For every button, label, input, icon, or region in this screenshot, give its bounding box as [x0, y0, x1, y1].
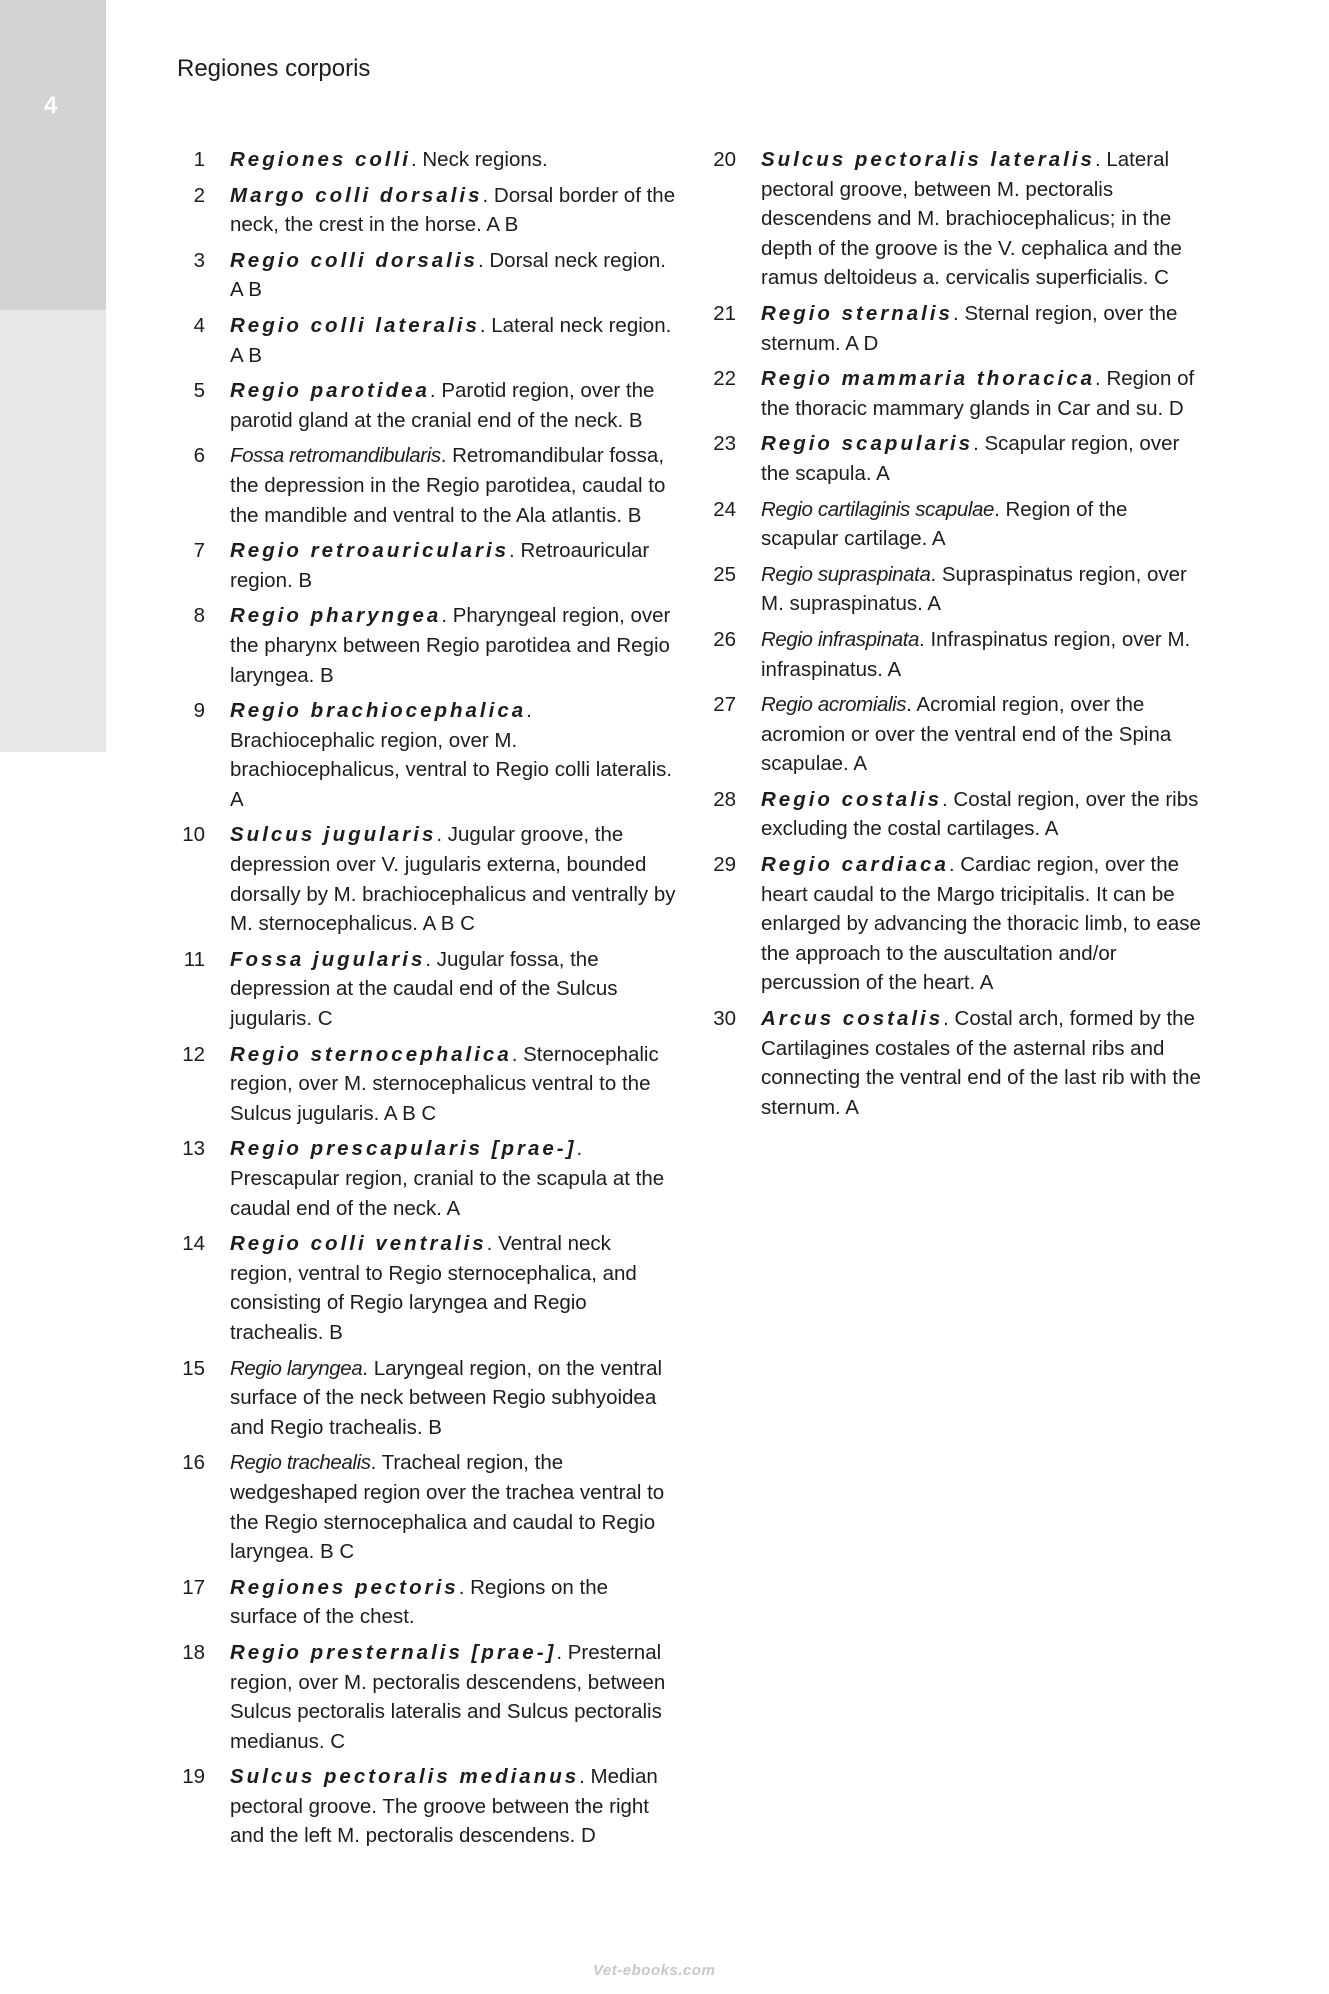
entry-number: 2	[193, 183, 205, 207]
entry-description: . Retromandibular fossa, the depression in the Regio parotidea, caudal to the mandible and ventral to the Ala atlantis. B	[230, 444, 666, 527]
glossary-entry	[177, 1638, 677, 1756]
entry-term: Regio scapularis	[761, 432, 974, 456]
entry-description: . Ventral neck region, ventral to Regio sternocephalica, and consisting of Regio laryngea and Regio trachealis. B	[230, 1232, 637, 1344]
entry-term: Regio parotidea	[230, 379, 430, 403]
glossary-entry	[177, 376, 677, 435]
entry-term: Regiones pectoris	[230, 1575, 459, 1599]
entry-description: . Region of the scapular cartilage. A	[761, 497, 1128, 551]
entry-term: Regio colli dorsalis	[230, 248, 478, 272]
entry-description: . Sternal region, over the sternum. A D	[761, 301, 1178, 355]
entry-description: . Retroauricular region. B	[230, 539, 650, 592]
entry-term: Regio cartilaginis scapulae	[761, 497, 995, 521]
entry-description: . Supraspinatus region, over M. supraspinatus. A	[761, 562, 1187, 616]
entry-term: Regio supraspinata	[761, 562, 931, 586]
glossary-entry	[177, 181, 677, 240]
entry-description: . Prescapular region, cranial to the scapula at the caudal end of the neck. A	[230, 1137, 665, 1220]
glossary-entry	[708, 429, 1208, 488]
entry-description: . Jugular groove, the depression over V. jugularis externa, bounded dorsally by M. brachiocephalicus and ventrally by M. sternocephalicus. A B C	[230, 823, 676, 936]
glossary-entry	[177, 1448, 677, 1566]
entry-number: 17	[182, 1575, 205, 1599]
entry-description: . Sternocephalic region, over M. sternocephalicus ventral to the Sulcus jugularis. A B C	[230, 1042, 659, 1125]
entry-description: . Costal region, over the ribs excluding the costal cartilages. A	[761, 787, 1199, 841]
entry-term: Regio sternocephalica	[230, 1042, 512, 1066]
glossary-entry	[177, 311, 677, 370]
entry-term: Regio trachealis	[230, 1451, 371, 1475]
entry-term: Regio colli lateralis	[230, 313, 480, 337]
entry-term: Fossa jugularis	[230, 947, 426, 971]
entry-description: . Lateral pectoral groove, between M. pectoralis descendens and M. brachiocephalicus; in the depth of the groove is the V. cephalica and the ramus deltoideus a. cervicalis superficialis. C	[761, 148, 1182, 290]
entry-number: 10	[182, 823, 205, 847]
entry-term: Regio infraspinata	[761, 627, 920, 651]
right-column	[708, 145, 1208, 1128]
glossary-entry	[708, 1004, 1208, 1122]
entry-number: 3	[193, 248, 205, 272]
entry-term: Regio presternalis [prae-]	[230, 1640, 557, 1664]
entry-number: 22	[713, 367, 736, 391]
entry-number: 30	[713, 1007, 736, 1031]
running-head: Regiones corporis	[177, 55, 371, 82]
entry-description: . Costal arch, formed by the Cartilagines costales of the asternal ribs and connecting the ventral end of the last rib with the sternum. A	[761, 1007, 1201, 1119]
entry-number: 5	[193, 379, 205, 403]
glossary-entry	[177, 1040, 677, 1129]
entry-description: . Region of the thoracic mammary glands in Car and su. D	[761, 367, 1195, 420]
entry-term: Regiones colli	[230, 148, 411, 171]
entry-term: Regio prescapularis [prae-]	[230, 1137, 577, 1161]
entry-number: 4	[193, 313, 205, 337]
glossary-entry	[177, 696, 677, 814]
entry-number: 23	[713, 432, 736, 456]
glossary-entry	[177, 820, 677, 938]
entry-number: 14	[182, 1232, 205, 1256]
glossary-entry	[708, 145, 1208, 293]
entry-description: . Parotid region, over the parotid gland at the cranial end of the neck. B	[230, 379, 655, 432]
glossary-entry	[177, 246, 677, 305]
entry-description: . Pharyngeal region, over the pharynx between Regio parotidea and Regio laryngea. B	[230, 604, 671, 687]
entry-term: Regio brachiocephalica	[230, 699, 527, 723]
entry-number: 13	[182, 1137, 205, 1161]
entry-term: Sulcus pectoralis medianus	[230, 1765, 580, 1789]
entry-description: . Dorsal border of the neck, the crest in the horse. A B	[230, 183, 676, 237]
entry-number: 20	[713, 148, 736, 171]
entry-term: Regio pharyngea	[230, 604, 442, 628]
entry-number: 21	[713, 301, 736, 325]
entry-number: 24	[713, 497, 736, 521]
entry-number: 12	[182, 1042, 205, 1066]
glossary-entry	[177, 945, 677, 1034]
glossary-entry	[708, 785, 1208, 844]
entry-number: 15	[182, 1356, 205, 1380]
entry-term: Fossa retromandibularis	[230, 444, 441, 468]
entry-term: Regio sternalis	[761, 301, 953, 325]
entry-term: Regio costalis	[761, 787, 942, 811]
entry-term: Regio colli ventralis	[230, 1232, 487, 1256]
entry-term: Margo colli dorsalis	[230, 183, 483, 207]
entry-description: . Lateral neck region. A B	[230, 313, 672, 367]
left-column	[177, 145, 677, 1857]
entry-description: . Tracheal region, the wedgeshaped region over the trachea ventral to the Regio sternocephalica and caudal to Regio laryngea. B C	[230, 1451, 665, 1564]
glossary-entry	[177, 145, 677, 175]
entry-description: . Median pectoral groove. The groove between the right and the left M. pectoralis descendens. D	[230, 1765, 658, 1848]
glossary-entry	[708, 364, 1208, 423]
entry-number: 18	[182, 1640, 205, 1664]
entry-number: 8	[193, 604, 205, 628]
glossary-entry	[177, 441, 677, 530]
entry-number: 28	[713, 787, 736, 811]
entry-number: 29	[713, 853, 736, 877]
entry-description: . Regions on the surface of the chest.	[230, 1575, 609, 1629]
entry-description: . Dorsal neck region. A B	[230, 248, 666, 302]
glossary-entry	[708, 850, 1208, 998]
entry-number: 11	[183, 947, 205, 971]
glossary-entry	[177, 1134, 677, 1223]
entry-number: 7	[193, 539, 205, 563]
chapter-side-tab-marker	[0, 0, 106, 310]
entry-description: . Neck regions.	[410, 148, 548, 171]
entry-term: Regio laryngea	[230, 1356, 363, 1380]
entry-term: Regio cardiaca	[761, 853, 949, 877]
glossary-entry	[177, 536, 677, 595]
entry-description: . Laryngeal region, on the ventral surface of the neck between Regio subhyoidea and Regio trachealis. B	[230, 1356, 663, 1439]
entry-number: 25	[713, 562, 736, 586]
entry-description: . Presternal region, over M. pectoralis descendens, between Sulcus pectoralis lateralis and Sulcus pectoralis medianus. C	[230, 1640, 666, 1753]
watermark: Vet-ebooks.com	[593, 1962, 716, 1979]
glossary-entry	[708, 625, 1208, 684]
entry-number: 1	[193, 148, 205, 171]
entry-number: 6	[193, 444, 205, 468]
entry-term: Regio mammaria thoracica	[761, 367, 1096, 391]
entry-description: . Brachiocephalic region, over M. brachiocephalicus, ventral to Regio colli lateralis. A	[230, 699, 673, 811]
glossary-entry	[708, 560, 1208, 619]
glossary-entry	[708, 299, 1208, 358]
entry-term: Arcus costalis	[761, 1007, 944, 1031]
entry-number: 19	[182, 1765, 205, 1789]
glossary-entry	[177, 1354, 677, 1443]
entry-description: . Acromial region, over the acromion or over the ventral end of the Spina scapulae. A	[761, 693, 1172, 776]
glossary-entry	[708, 690, 1208, 779]
entry-description: . Infraspinatus region, over M. infraspinatus. A	[761, 627, 1191, 681]
entry-number: 9	[193, 699, 205, 723]
entry-description: . Cardiac region, over the heart caudal to the Margo tricipitalis. It can be enlarged by advancing the thoracic limb, to ease the approach to the auscultation and/or percussion of the heart. A	[761, 853, 1201, 995]
entry-number: 27	[713, 693, 736, 717]
glossary-entry	[177, 601, 677, 690]
entry-number: 16	[182, 1451, 205, 1475]
page-number: 4	[44, 92, 58, 119]
entry-term: Regio retroauricularis	[230, 539, 510, 563]
glossary-entry	[177, 1573, 677, 1632]
entry-description: . Jugular fossa, the depression at the caudal end of the Sulcus jugularis. C	[230, 947, 618, 1031]
glossary-entry	[708, 495, 1208, 554]
entry-term: Sulcus jugularis	[230, 823, 437, 847]
glossary-entry	[177, 1762, 677, 1851]
entry-number: 26	[713, 627, 736, 651]
entry-term: Sulcus pectoralis lateralis	[761, 148, 1095, 171]
entry-term: Regio acromialis	[761, 693, 907, 717]
entry-description: . Scapular region, over the scapula. A	[761, 432, 1180, 485]
glossary-entry	[177, 1229, 677, 1347]
